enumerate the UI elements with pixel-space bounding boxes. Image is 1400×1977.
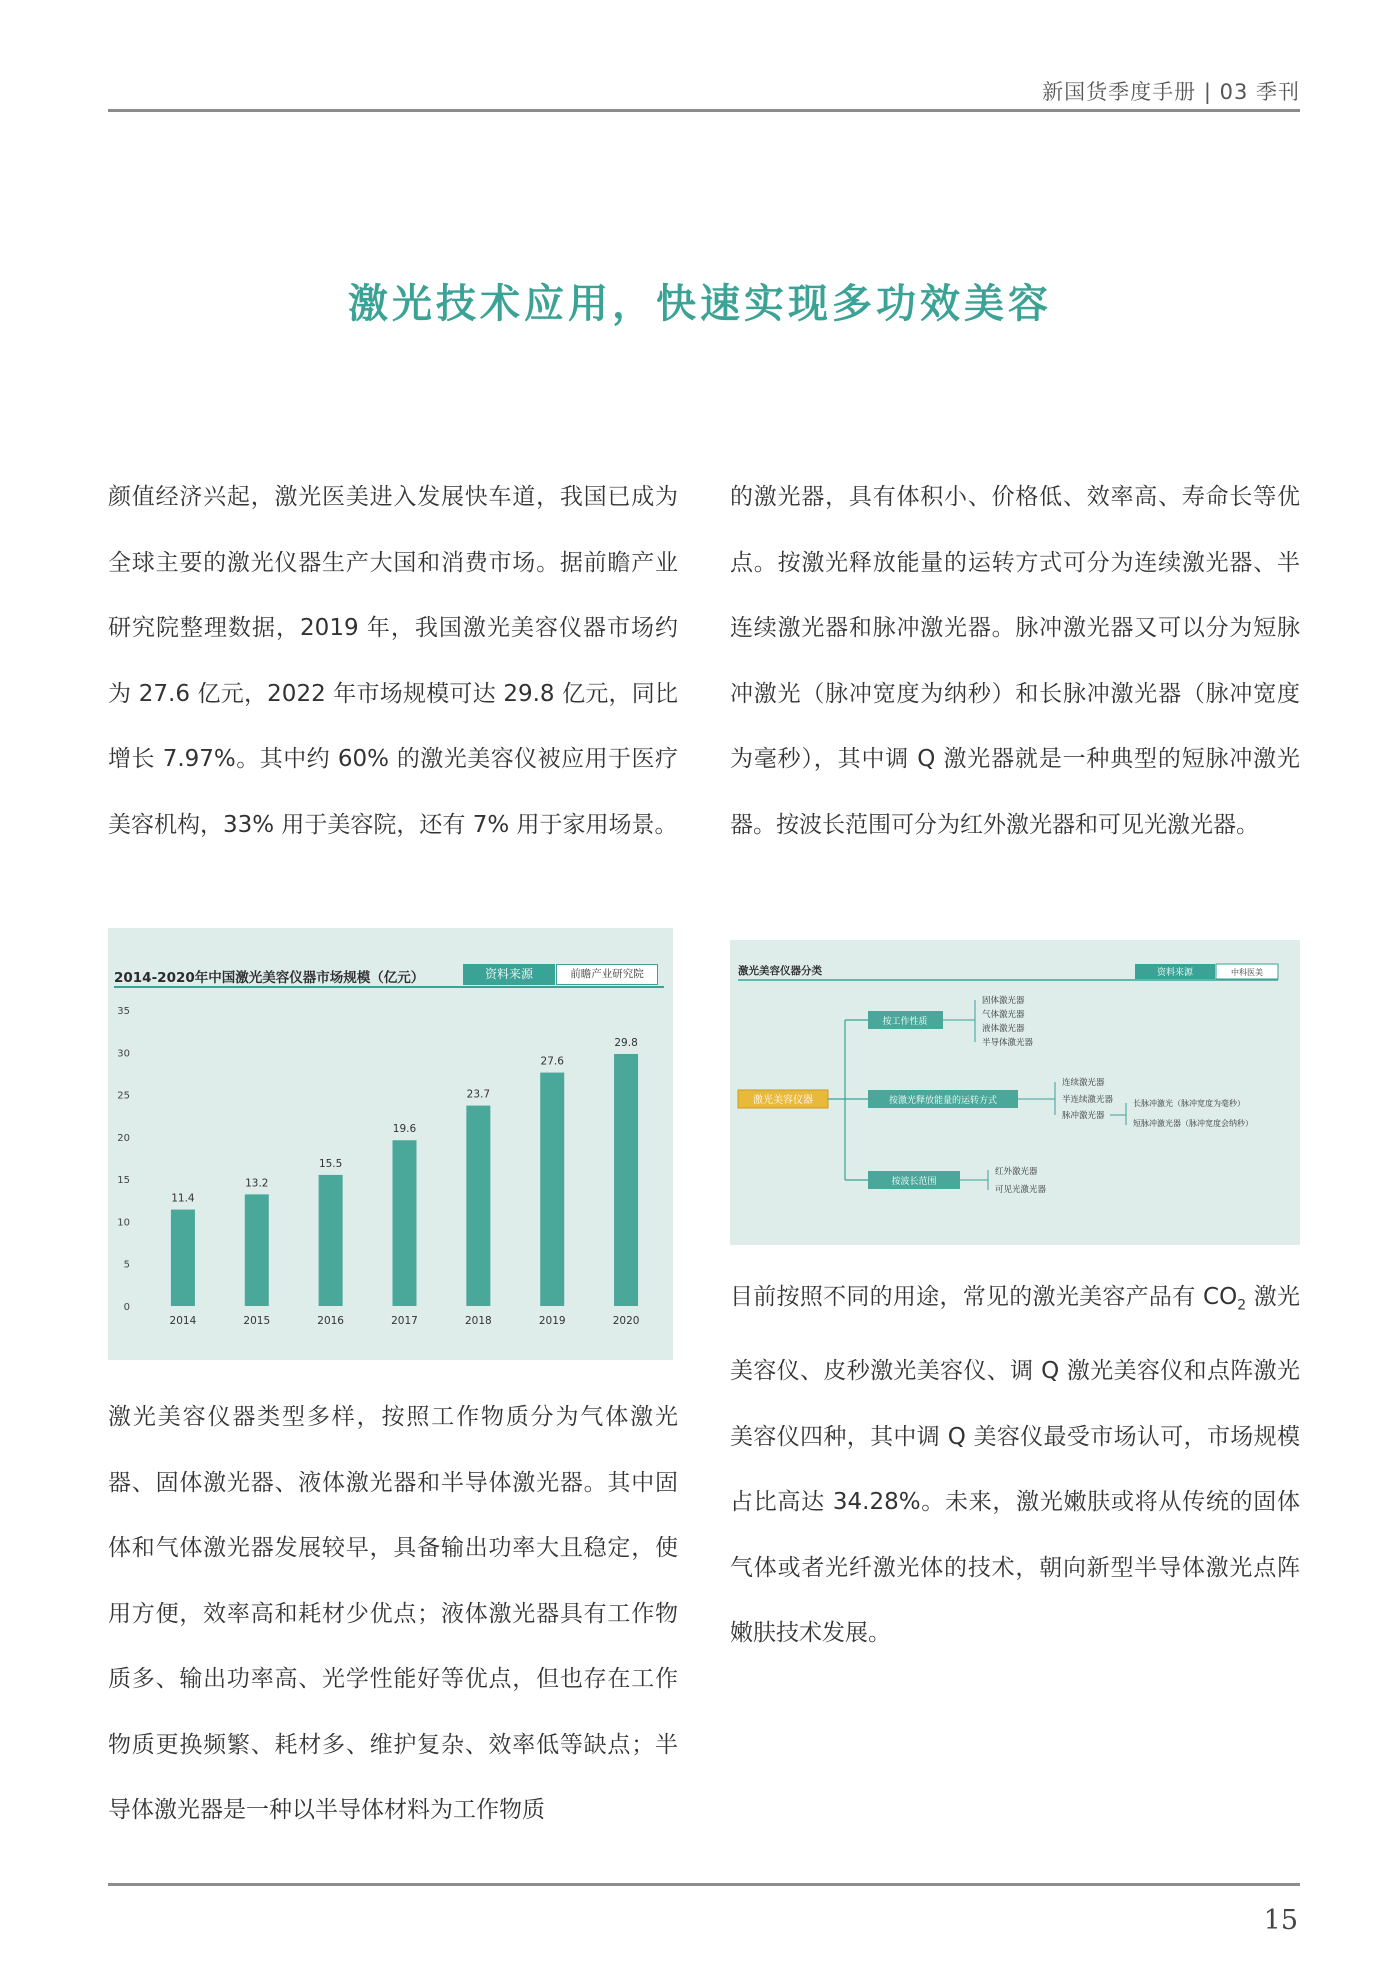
y-tick-label: 15 (117, 1175, 130, 1187)
x-tick-label: 2020 (612, 1315, 640, 1327)
bar-value-label: 23.7 (466, 1088, 491, 1101)
bar-chart-plot (108, 928, 673, 1360)
bar-2015 (245, 1194, 269, 1306)
subscript-2: 2 (1237, 1297, 1247, 1314)
paragraph-product-trends-pre: 目前按照不同的用途，常见的激光美容产品有 CO (730, 1284, 1238, 1310)
bar-value-label: 15.5 (318, 1157, 343, 1170)
classification-diagram-svg (730, 940, 1300, 1245)
bar-2016 (319, 1175, 343, 1306)
bar-value-label: 19.6 (392, 1123, 417, 1136)
header-title: 新国货季度手册 | 03 季刊 (1042, 80, 1300, 104)
diagram-branch-label: 按工作性质 (882, 1017, 928, 1027)
diagram-leaf: 气体激光器 (982, 1010, 1025, 1020)
bar-value-label: 29.8 (614, 1036, 638, 1049)
diagram-branch-label: 按波长范围 (891, 1177, 937, 1187)
header-divider (108, 109, 1300, 112)
y-tick-label: 35 (117, 1006, 130, 1017)
y-tick-label: 10 (117, 1217, 130, 1229)
diagram-root-label: 激光美容仪器 (753, 1095, 813, 1106)
paragraph-laser-properties: 的激光器，具有体积小、价格低、效率高、寿命长等优点。按激光释放能量的运转方式可分为连续激光器、半连续激光器和脉冲激光器。脉冲激光器又可以分为短脉冲激光（脉冲宽度为纳秒）和长脉冲激光器（脉冲宽度为毫秒），其中调 Q 激光器就是一种典型的短脉冲激光器。按波长范围可分为红外激光器和可见光激光器。 (730, 484, 1300, 838)
paragraph-laser-types: 激光美容仪器类型多样，按照工作物质分为气体激光器、固体激光器、液体激光器和半导体激光器。其中固体和气体激光器发展较早，具备输出功率大且稳定，使用方便，效率高和耗材少优点；液体激光器具有工作物质多、输出功率高、光学性能好等优点，但也存在工作物质更换频繁、耗材多、维护复杂、效率低等缺点；半导体激光器是一种以半导体材料为工作物质 (108, 1404, 678, 1823)
page-number: 15 (1263, 1905, 1298, 1936)
x-tick-label: 2015 (243, 1315, 271, 1327)
diagram-leaf: 半连续激光器 (1062, 1095, 1114, 1105)
bar-value-label: 27.6 (540, 1055, 564, 1068)
x-tick-label: 2016 (317, 1315, 345, 1327)
classification-diagram (730, 940, 1300, 1245)
bar-2017 (393, 1140, 417, 1306)
y-tick-label: 5 (123, 1259, 130, 1271)
x-tick-label: 2018 (464, 1315, 492, 1327)
diagram-leaf: 半导体激光器 (982, 1038, 1034, 1048)
diagram-branch-label: 按激光释放能量的运转方式 (888, 1096, 998, 1106)
footer-divider (108, 1883, 1300, 1886)
bar-value-label: 11.4 (171, 1192, 195, 1205)
market-size-chart (108, 928, 673, 1360)
chart-source-name: 前瞻产业研究院 (556, 964, 658, 985)
diagram-leaf: 可见光激光器 (995, 1185, 1047, 1195)
page-title: 激光技术应用，快速实现多功效美容 (348, 281, 1052, 327)
x-tick-label: 2014 (169, 1315, 197, 1327)
paragraph-product-trends-post: 激光美容仪、皮秒激光美容仪、调 Q 激光美容仪和点阵激光美容仪四种，其中调 Q 美容仪最受市场认可，市场规模占比高达 34.28%。未来，激光嫩肤或将从传统的固体气体或者光纤激光体的技术，朝向新型半导体激光点阵嫩肤技术发展。 (730, 1284, 1300, 1647)
paragraph-intro: 颜值经济兴起，激光医美进入发展快车道，我国已成为全球主要的激光仪器生产大国和消费市场。据前瞻产业研究院整理数据，2019 年，我国激光美容仪器市场约为 27.6 亿元，2022 年市场规模可达 29.8 亿元，同比增长 7.97%。其中约 60% 的激光美容仪被应用于医疗美容机构，33% 用于美容院，还有 7% 用于家用场景。 (108, 484, 678, 838)
x-tick-label: 2017 (391, 1315, 418, 1327)
diagram-source-name: 中科医美 (1231, 968, 1263, 977)
y-tick-label: 20 (117, 1132, 130, 1144)
diagram-leaf: 脉冲激光器 (1062, 1111, 1105, 1121)
y-tick-label: 30 (117, 1048, 130, 1060)
diagram-title: 激光美容仪器分类 (738, 965, 822, 977)
bar-value-label: 13.2 (245, 1177, 269, 1190)
paragraph-product-trends (730, 1265, 1300, 1667)
chart-title: 2014-2020年中国激光美容仪器市场规模（亿元） (114, 970, 425, 986)
y-tick-label: 25 (117, 1090, 130, 1102)
diagram-leaf: 连续激光器 (1062, 1078, 1105, 1088)
bar-2020 (614, 1054, 638, 1306)
bar-2014 (171, 1210, 195, 1306)
y-tick-label: 0 (123, 1302, 130, 1313)
diagram-sub-leaf: 短脉冲激光器（脉冲宽度会纳秒） (1133, 1119, 1253, 1128)
bar-2019 (540, 1073, 564, 1306)
x-tick-label: 2019 (538, 1315, 566, 1327)
chart-source-label: 资料来源 (463, 964, 555, 985)
diagram-leaf: 液体激光器 (982, 1024, 1025, 1034)
diagram-sub-leaf: 长脉冲激光（脉冲宽度为毫秒） (1133, 1099, 1245, 1108)
diagram-source-label: 资料来源 (1156, 968, 1194, 978)
bar-2018 (466, 1106, 490, 1306)
diagram-leaf: 红外激光器 (995, 1167, 1038, 1177)
diagram-leaf: 固体激光器 (982, 996, 1025, 1006)
